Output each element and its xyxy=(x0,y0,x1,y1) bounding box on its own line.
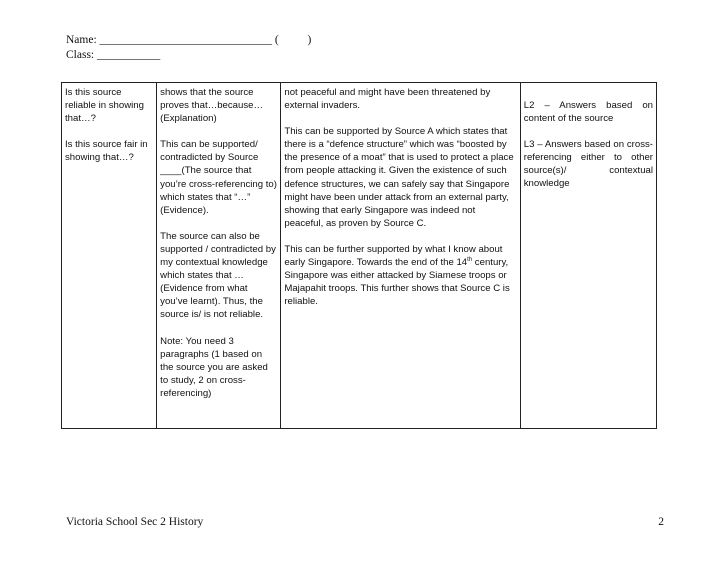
footer-school: Victoria School Sec 2 History xyxy=(66,516,204,528)
sample-contextual-b: century, Singapore was either attacked by Siamese troops or Majapahit troops. This further shows that Source C is reliable. xyxy=(284,257,510,308)
sample-intro: not peaceful and might have been threatened by external invaders. xyxy=(284,87,491,112)
question-fair: Is this source fair in showing that…? xyxy=(65,139,148,164)
template-cross-reference: This can be supported/ contradicted by Source ____(The source that you’re cross-referencing to) which states that “…” (Evidence). xyxy=(160,139,277,216)
name-line: Name: ______________________________ ( ) xyxy=(66,34,312,46)
level-l2: L2 – Answers based on content of the source xyxy=(523,100,653,125)
table-row xyxy=(62,83,657,429)
sample-answer-cell xyxy=(281,83,520,429)
template-cell xyxy=(157,83,281,429)
student-header xyxy=(66,33,311,63)
class-line: Class: ___________ xyxy=(66,49,161,61)
template-note: Note: You need 3 paragraphs (1 based on the source you are asked to study, 2 on cross-referencing) xyxy=(160,335,268,399)
level-descriptor-cell xyxy=(520,83,656,429)
answer-structure-table xyxy=(61,82,657,429)
level-l3: L3 – Answers based on cross-referencing either to other source(s)/ contextual knowledge xyxy=(523,139,653,190)
ordinal-suffix: th xyxy=(467,256,473,263)
question-reliable: Is this source reliable in showing that…? xyxy=(65,87,144,125)
template-contextual-knowledge: The source can also be supported / contradicted by my contextual knowledge which states that … (Evidence from what you’ve learnt). Thus, the source is/ is not reliable. xyxy=(160,230,276,321)
page-number: 2 xyxy=(658,516,664,528)
question-cell xyxy=(62,83,157,429)
spacer xyxy=(524,86,653,99)
sample-contextual xyxy=(284,243,516,308)
template-explanation: shows that the source proves that…because… (Explanation) xyxy=(160,87,264,125)
sample-source-a: This can be supported by Source A which states that there is a “defence structure” which was “boosted by the presence of a moat” that is used to protect a place from people attacking it. Given the existence of such defence structures, we can safely say that Singapore might have been under attack from an external party, showing that early Singapore was indeed not peaceful, as proven by Source C. xyxy=(284,126,514,229)
sample-contextual-a: This can be further supported by what I know about early Singapore. Towards the end of the 14 xyxy=(284,243,503,269)
